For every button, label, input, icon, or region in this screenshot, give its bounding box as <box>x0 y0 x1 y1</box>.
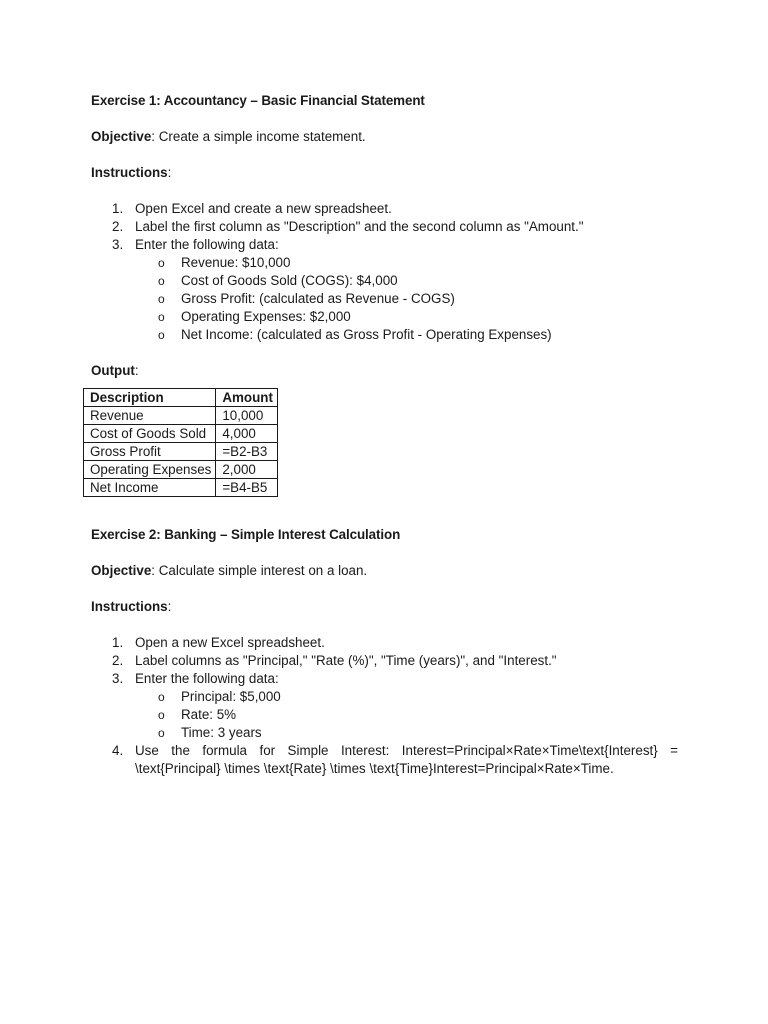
sub-list-item <box>158 254 691 272</box>
step-number: 1. <box>112 635 124 650</box>
sub-item-text: Net Income: (calculated as Gross Profit - Operating Expenses) <box>181 327 552 342</box>
step-item <box>112 742 691 778</box>
exercise-1-title: Exercise 1: Accountancy – Basic Financial Statement <box>91 93 425 108</box>
objective-label: Objective <box>91 129 152 144</box>
exercise-2-title: Exercise 2: Banking – Simple Interest Calculation <box>91 527 401 542</box>
sub-item-text: Rate: 5% <box>181 707 237 722</box>
step-text: Enter the following data: <box>135 237 279 252</box>
column-header-description: Description <box>84 389 216 407</box>
data-sub-list <box>135 688 691 742</box>
table-row <box>84 479 278 497</box>
output-label: Output <box>91 363 135 378</box>
table-cell-description: Gross Profit <box>84 443 216 461</box>
instructions-colon: : <box>167 599 172 614</box>
step-item <box>112 670 691 742</box>
objective-label: Objective <box>91 563 152 578</box>
sub-item-text: Operating Expenses: $2,000 <box>181 309 351 324</box>
exercise-2-steps <box>91 634 691 778</box>
exercise-1-steps <box>91 200 691 344</box>
step-item <box>112 200 691 218</box>
table-cell-amount: 10,000 <box>216 407 278 425</box>
sub-item-text: Gross Profit: (calculated as Revenue - COGS) <box>181 291 455 306</box>
table-cell-description: Operating Expenses <box>84 461 216 479</box>
sub-list-item <box>158 724 691 742</box>
step-text: Enter the following data: <box>135 671 279 686</box>
step-item <box>112 236 691 344</box>
sub-list-item <box>158 308 691 326</box>
table-cell-description: Net Income <box>84 479 216 497</box>
table-cell-amount: =B2-B3 <box>216 443 278 461</box>
sub-item-text: Revenue: $10,000 <box>181 255 291 270</box>
step-item <box>112 652 691 670</box>
objective-text: : Create a simple income statement. <box>151 129 366 144</box>
table-cell-amount: 4,000 <box>216 425 278 443</box>
step-number: 2. <box>112 219 124 234</box>
table-cell-amount: 2,000 <box>216 461 278 479</box>
sub-item-text: Time: 3 years <box>181 725 262 740</box>
output-colon: : <box>134 363 139 378</box>
column-header-amount: Amount <box>216 389 278 407</box>
hollow-bullet-icon: o <box>158 256 165 270</box>
sub-item-text: Cost of Goods Sold (COGS): $4,000 <box>181 273 398 288</box>
step-text: Open Excel and create a new spreadsheet. <box>135 201 392 216</box>
sub-list-item <box>158 272 691 290</box>
table-row <box>84 461 278 479</box>
hollow-bullet-icon: o <box>158 726 165 740</box>
output-heading <box>91 362 691 380</box>
exercise-1-instructions-heading <box>91 164 691 182</box>
table-row <box>84 443 278 461</box>
step-number: 3. <box>112 671 124 686</box>
exercise-2-objective <box>91 562 691 580</box>
hollow-bullet-icon: o <box>158 690 165 704</box>
step-text: Label columns as "Principal," "Rate (%)", "Time (years)", and "Interest." <box>135 653 557 668</box>
step-item <box>112 634 691 652</box>
sub-item-text: Principal: $5,000 <box>181 689 281 704</box>
instructions-label: Instructions <box>91 165 168 180</box>
exercise-1-section <box>91 92 691 497</box>
step-text: Label the first column as "Description" and the second column as "Amount." <box>135 219 584 234</box>
table-row <box>84 425 278 443</box>
sub-list-item <box>158 290 691 308</box>
data-sub-list <box>135 254 691 344</box>
step-text: Open a new Excel spreadsheet. <box>135 635 325 650</box>
sub-list-item <box>158 326 691 344</box>
exercise-2-section <box>91 526 691 778</box>
step-number: 1. <box>112 201 124 216</box>
hollow-bullet-icon: o <box>158 328 165 342</box>
objective-text: : Calculate simple interest on a loan. <box>151 563 368 578</box>
sub-list-item <box>158 688 691 706</box>
table-cell-amount: =B4-B5 <box>216 479 278 497</box>
table-header-row <box>84 389 278 407</box>
step-text-formula: Use the formula for Simple Interest: Interest=Principal×Rate×Time\text{Interest} = \text{Principal} \times \text{Rate} \times \text{Time}Interest=Principal×Rate×Time. <box>135 743 678 776</box>
table-cell-description: Revenue <box>84 407 216 425</box>
sub-list-item <box>158 706 691 724</box>
exercise-2-instructions-heading <box>91 598 691 616</box>
hollow-bullet-icon: o <box>158 292 165 306</box>
hollow-bullet-icon: o <box>158 708 165 722</box>
hollow-bullet-icon: o <box>158 310 165 324</box>
table-cell-description: Cost of Goods Sold <box>84 425 216 443</box>
hollow-bullet-icon: o <box>158 274 165 288</box>
table-row <box>84 407 278 425</box>
instructions-label: Instructions <box>91 599 168 614</box>
step-item <box>112 218 691 236</box>
output-table <box>83 388 278 497</box>
step-number: 2. <box>112 653 124 668</box>
step-number: 4. <box>112 743 124 758</box>
step-number: 3. <box>112 237 124 252</box>
exercise-1-objective <box>91 128 691 146</box>
instructions-colon: : <box>167 165 172 180</box>
